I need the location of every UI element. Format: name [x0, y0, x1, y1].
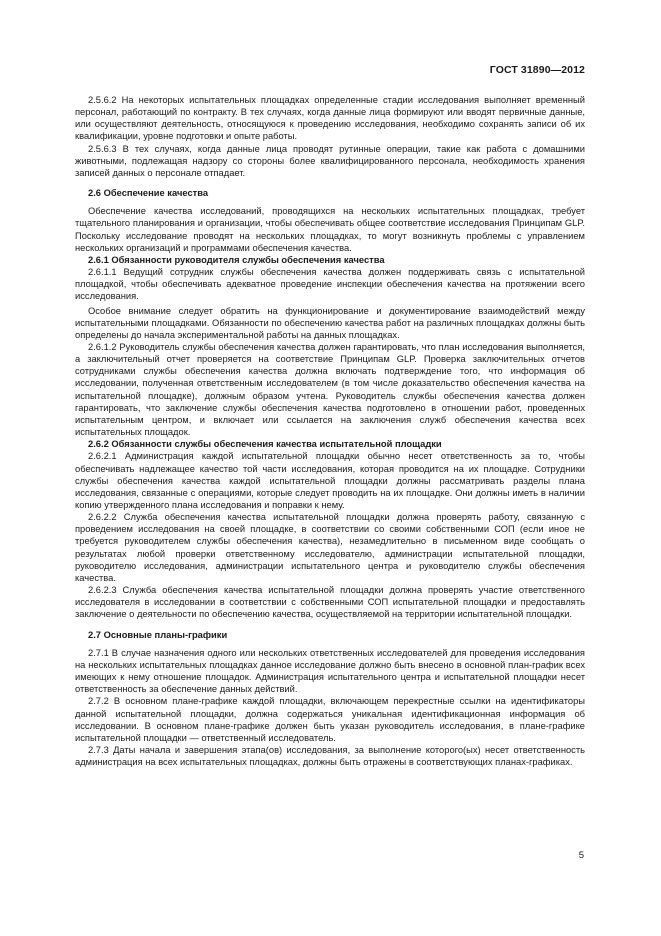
paragraph-2-5-6-3: 2.5.6.3 В тех случаях, когда данные лица проводят рутинные операции, такие как работа с домашними животными, подлежащая надзору со стороны более квалифицированного персонала, необходимость хранения записей данных о персонале отпадает.	[75, 143, 585, 178]
document-body	[75, 94, 585, 768]
section-heading-2-6: 2.6 Обеспечение качества	[88, 188, 209, 199]
paragraph-2-7-3: 2.7.3 Даты начала и завершения этапа(ов) исследования, за выполнение которого(ых) несет ответственность администрация на всех испытательных площадках, должны быть отражены в соответствующих планах-графиках.	[75, 744, 585, 768]
subsection-heading-2-6-1: 2.6.1 Обязанности руководителя службы обеспечения качества	[88, 254, 385, 265]
paragraph-2-6-1-1: 2.6.1.1 Ведущий сотрудник службы обеспечения качества должен поддерживать связь с испытательной площадкой, чтобы обеспечивать адекватное проведение инспекции обеспечения качества на протяжении всего исследования.	[75, 267, 585, 302]
paragraph-2-5-6-2: 2.5.6.2 На некоторых испытательных площадках определенные стадии исследования выполняет временный персонал, работающий по контракту. В тех случаях, когда данные лица формируют или вводят первичные данные, или осуществляют деятельность, относящуюся к проведению исследования, необходимо сохранять записи об их квалификации, уровне подготовки и опыте работы.	[75, 95, 585, 142]
section-heading-2-7: 2.7 Основные планы-графики	[88, 629, 228, 640]
paragraph-2-6-2-2: 2.6.2.2 Служба обеспечения качества испытательной площадки должна проверять работу, связанную с проведением исследования на своей площадке, в соответствии со своими собственными СОП (если иное не требуется руководителем службы обеспечения качества), незамедлительно в письменном виде сообщать о результатах любой проверки ответственному исследователю, администрации испытательной площадки, руководителю исследования, администрации испытательного центра и руководителю службы обеспечения качества.	[75, 512, 585, 583]
subsection-heading-2-6-2: 2.6.2 Обязанности службы обеспечения качества испытательной площадки	[88, 439, 442, 450]
document-header-standard: ГОСТ 31890—2012	[489, 64, 585, 76]
paragraph-2-6-1-2: 2.6.1.2 Руководитель службы обеспечения качества должен гарантировать, что план исследования выполняется, а заключительный отчет проверяется на соответствие Принципам GLP. Проверка заключительных отчетов сотрудниками службы обеспечения качества должна включать подтверждение того, что информация об исследовании, полученная ответственным исследователем (в том числе доказательство обеспечения качества на испытательной площадке), должным образом учтена. Руководитель службы обеспечения качества должен гарантировать, что заключение службы обеспечения качества подготовлено в отношении работ, проведенных испытательным центром, и включает или ссылается на заключения служб обеспечения качества всех испытательных площадок.	[75, 341, 585, 438]
paragraph-2-6-2-1: 2.6.2.1 Администрация каждой испытательной площадки обычно несет ответственность за то, чтобы обеспечивать надлежащее качество той части исследования, которая проводится на их площадке. Сотрудники службы обеспечения качества каждой испытательной площадки должны рассматривать разделы плана исследования, связанные с операциями, которые следует проводить на их площадке. Они должны иметь в наличии копию утвержденного плана исследования и поправки к нему.	[75, 451, 585, 510]
paragraph-2-7-2: 2.7.2 В основном плане-графике каждой площадки, включающем перекрестные ссылки на идентификаторы данной испытательной площадки, должна содержаться уникальная идентификационная информация об исследовании. В основном плане-графике должен быть указан руководитель исследования, в плане-графике испытательной площадки — ответственный исследователь.	[75, 696, 585, 743]
page-number: 5	[578, 850, 584, 861]
paragraph-2-6: Обеспечение качества исследований, проводящихся на нескольких испытательных площадках, требует тщательного планирования и организации, чтобы обеспечивать общее соответствие исследования Принципам GLP. Поскольку исследование проводят на нескольких площадках, то могут возникнуть проблемы с управлением нескольких организаций и программами обеспечения качества.	[75, 206, 585, 253]
paragraph-2-6-2-3: 2.6.2.3 Служба обеспечения качества испытательной площадки должна проверять участие ответственного исследователя в исследовании в соответствии с собственными СОП испытательной площадки и предоставлять заключение о деятельности по обеспечению качества, осуществляемой на территории испытательной площадки.	[75, 585, 585, 620]
paragraph-2-7-1: 2.7.1 В случае назначения одного или нескольких ответственных исследователей для проведения исследования на нескольких испытательных площадках данное исследование должно быть внесено в основной план-график всех имеющих к нему отношение площадок. Администрация испытательного центра и испытательной площадки несет ответственность за обеспечение данных действий.	[75, 647, 585, 695]
paragraph-2-6-1-1-continued: Особое внимание следует обратить на функционирование и документирование взаимодействий между испытательными площадками. Обязанности по обеспечению качества работ на различных площадках должны быть определены до начала экспериментальной работы на данных площадках.	[75, 305, 585, 340]
